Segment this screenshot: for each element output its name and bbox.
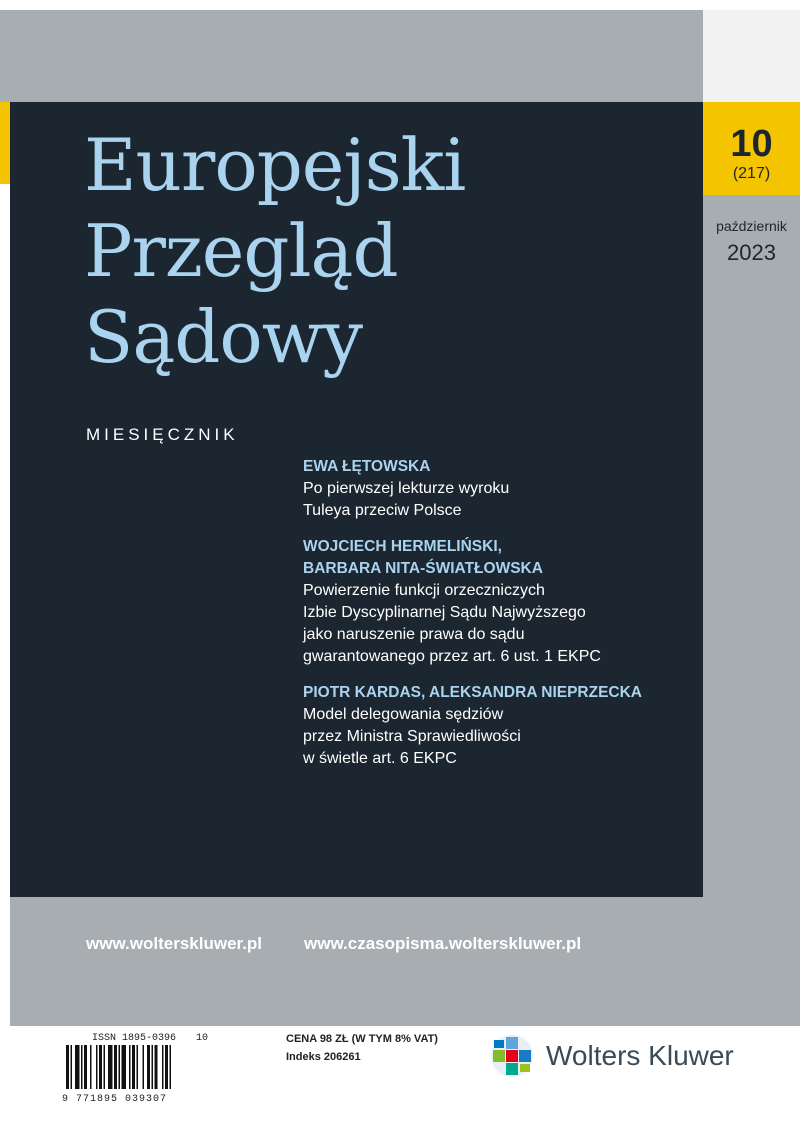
subtitle: MIESIĘCZNIK — [86, 425, 239, 444]
article-title-line: Tuleya przeciw Polsce — [303, 502, 462, 519]
barcode-number: 9 771895 039307 — [62, 1094, 168, 1105]
article-list — [303, 456, 698, 784]
top-grey-band — [10, 10, 703, 102]
article-title-line: w świetle art. 6 EKPC — [303, 750, 457, 767]
title-line-2: Przegląd — [84, 209, 398, 293]
issue-month: październik — [716, 218, 787, 234]
article-title-line: gwarantowanego przez art. 6 ust. 1 EKPC — [303, 648, 601, 665]
wolters-kluwer-logo-icon — [490, 1034, 534, 1078]
left-yellow-accent — [0, 102, 10, 184]
article-title-line: jako naruszenie prawa do sądu — [303, 626, 525, 643]
title-line-3: Sądowy — [84, 295, 362, 379]
index-text: Indeks 206261 — [286, 1051, 361, 1063]
issue-number: 10 — [730, 123, 773, 165]
price-text: CENA 98 ZŁ (W TYM 8% VAT) — [286, 1033, 438, 1045]
article-author: BARBARA NITA-ŚWIATŁOWSKA — [303, 560, 543, 577]
brand-name: Wolters Kluwer — [546, 1040, 734, 1071]
issue-year: 2023 — [727, 240, 776, 265]
left-edge-band — [0, 10, 10, 102]
article-item — [303, 682, 698, 770]
article-author: PIOTR KARDAS, ALEKSANDRA NIEPRZECKA — [303, 684, 643, 701]
article-title-line: Model delegowania sędziów — [303, 706, 504, 723]
article-title-line: Po pierwszej lekturze wyroku — [303, 480, 510, 497]
issn-text: ISSN 1895-0396 — [92, 1033, 177, 1044]
bottom-grey-band — [10, 897, 703, 1026]
right-top-light-block — [703, 10, 800, 102]
barcode — [66, 1045, 210, 1089]
article-item — [303, 536, 698, 668]
issue-total-number: (217) — [732, 165, 771, 182]
barcode-addon: 10 — [196, 1033, 209, 1044]
article-title-line: Powierzenie funkcji orzeczniczych — [303, 582, 545, 599]
journals-url[interactable]: www.czasopisma.wolterskluwer.pl — [304, 934, 582, 953]
title-line-1: Europejski — [84, 123, 466, 207]
article-title-line: przez Ministra Sprawiedliwości — [303, 728, 521, 745]
article-item — [303, 456, 698, 522]
article-author: WOJCIECH HERMELIŃSKI, — [303, 538, 502, 555]
article-title-line: Izbie Dyscyplinarnej Sądu Najwyższego — [303, 604, 586, 621]
article-author: EWA ŁĘTOWSKA — [303, 458, 431, 475]
publisher-url[interactable]: www.wolterskluwer.pl — [86, 934, 263, 953]
